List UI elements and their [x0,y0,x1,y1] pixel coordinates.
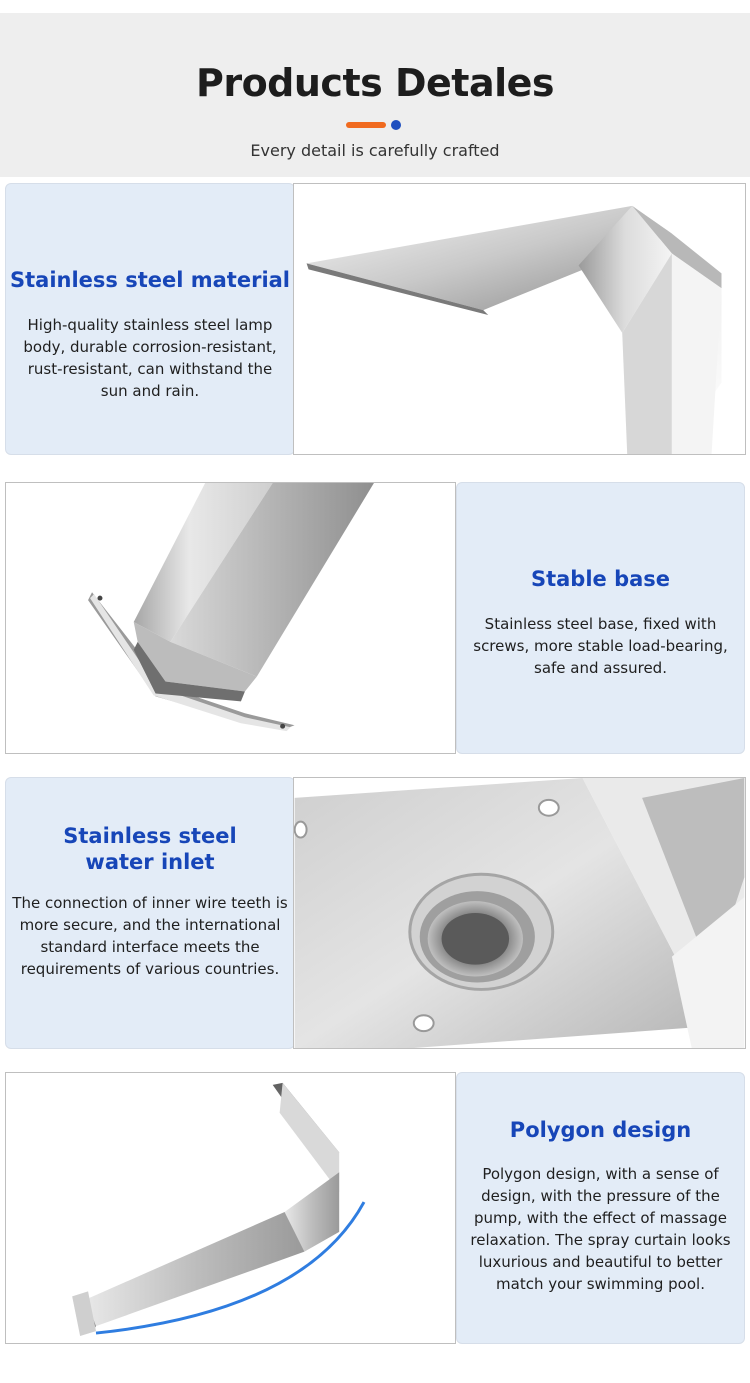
blue-accent-dot [391,120,401,130]
page-subtitle: Every detail is carefully crafted [250,141,500,160]
feature-title: Stainless steel water inlet [63,824,237,874]
feature-image-material [293,183,746,455]
header-banner [0,13,750,177]
feature-image-water-inlet [293,777,746,1049]
waterfall-spout-illustration [294,184,745,454]
feature-image-base [5,482,456,754]
title-decoration [346,118,406,132]
base-plate-illustration [6,483,455,753]
water-inlet-illustration [294,778,745,1048]
feature-panel-polygon [456,1072,745,1344]
feature-title: Stable base [530,567,671,591]
feature-image-polygon [5,1072,456,1344]
feature-description: High-quality stainless steel lamp body, durable corrosion-resistant, rust-resistant, can withstand the sun and rain. [23,316,277,400]
page-title: Products Detales [195,61,555,105]
polygon-spout-illustration [6,1073,455,1343]
feature-description: Stainless steel base, fixed with screws, more stable load-bearing, safe and assured. [473,615,728,677]
feature-title: Stainless steel material [9,268,291,292]
feature-description: The connection of inner wire teeth is more secure, and the international standard interface meets the requirements of various countries. [12,894,288,978]
feature-panel-material [5,183,295,455]
feature-panel-water-inlet [5,777,295,1049]
feature-description: Polygon design, with a sense of design, with the pressure of the pump, with the effect of massage relaxation. The spray curtain looks luxurious and beautiful to better match your swimming pool. [470,1165,731,1293]
feature-title: Polygon design [509,1118,692,1142]
orange-accent-bar [346,122,386,128]
feature-panel-base [456,482,745,754]
